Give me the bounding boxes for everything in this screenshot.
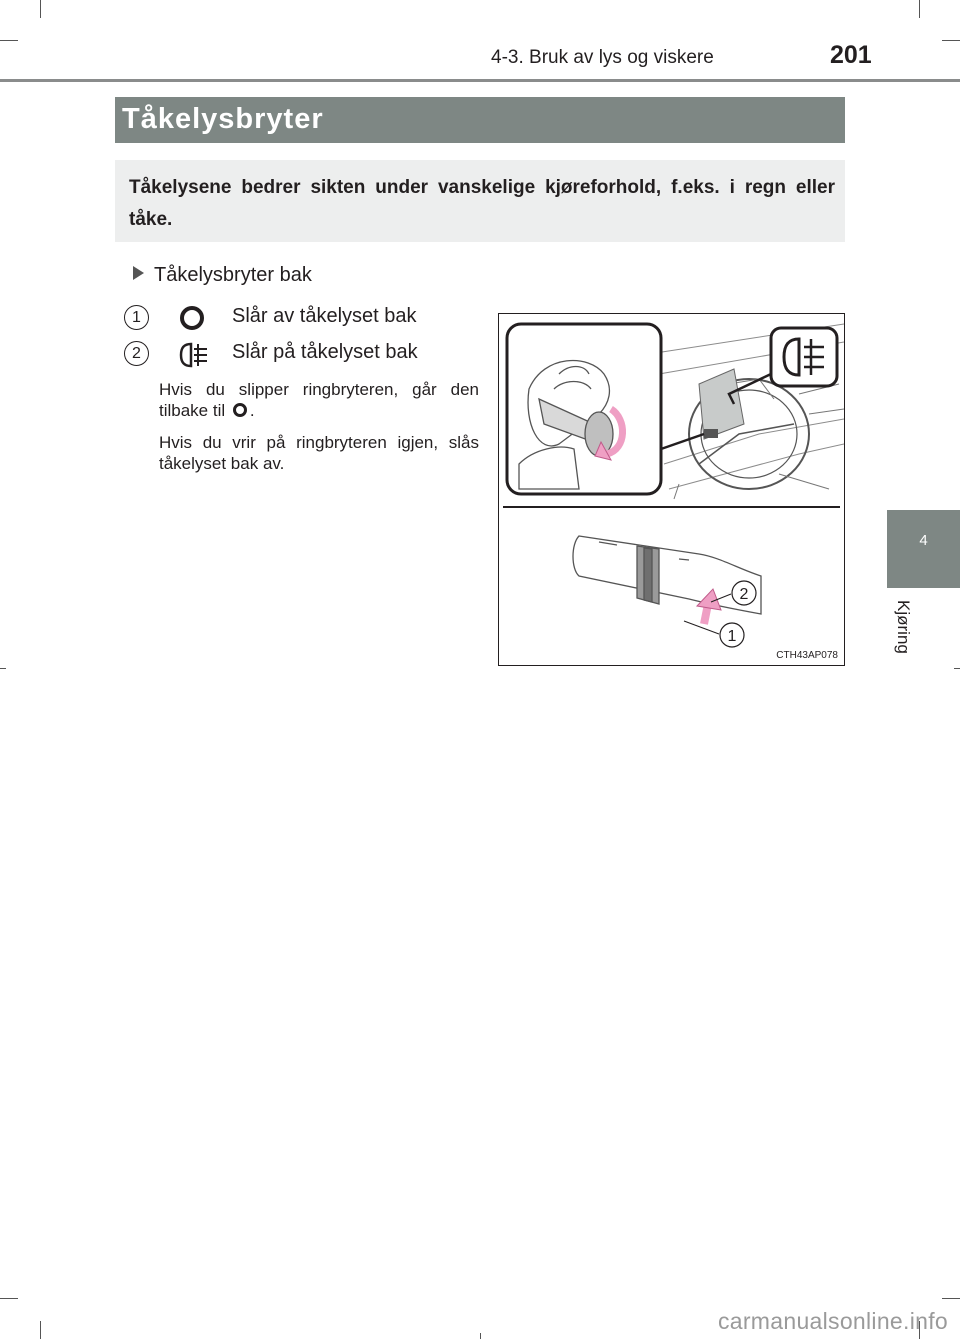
chapter-label: Kjøring bbox=[894, 600, 913, 654]
item-label: Slår av tåkelyset bak bbox=[232, 305, 417, 327]
crop-mark bbox=[0, 40, 18, 41]
crop-mark bbox=[40, 1321, 41, 1339]
fog-switch-illustration bbox=[499, 314, 844, 665]
callout-1 bbox=[684, 621, 744, 647]
item-number-badge: 1 bbox=[124, 305, 149, 330]
chapter-tab bbox=[887, 510, 960, 588]
header-divider bbox=[0, 79, 960, 82]
crop-mark bbox=[40, 0, 41, 18]
illustration bbox=[498, 313, 845, 666]
crop-mark bbox=[942, 40, 960, 41]
item-number-badge: 2 bbox=[124, 341, 149, 366]
item-label: Slår på tåkelyset bak bbox=[232, 341, 418, 363]
watermark: carmanualsonline.info bbox=[717, 1308, 948, 1334]
page-number: 201 bbox=[830, 41, 872, 69]
triangle-bullet-icon bbox=[133, 266, 144, 280]
rear-fog-light-icon bbox=[179, 341, 211, 375]
chapter-number: 4 bbox=[919, 532, 928, 549]
note-text: Hvis du vrir på ringbryteren igjen, slås tåkelyset bak av. bbox=[159, 433, 479, 473]
crop-mark bbox=[480, 1333, 481, 1339]
crop-mark bbox=[0, 668, 6, 669]
figure-code: CTH43AP078 bbox=[776, 650, 838, 661]
note-text: Hvis du slipper ringbryteren, går den tilbake til bbox=[159, 380, 479, 420]
intro-text: Tåkelysene bedrer sikten under vanskelige kjøreforhold, f.eks. i regn eller tåke. bbox=[129, 177, 835, 230]
crop-mark bbox=[954, 668, 960, 669]
crop-mark bbox=[0, 1298, 18, 1299]
section-header: 4-3. Bruk av lys og viskere bbox=[491, 47, 714, 68]
note-paragraph bbox=[159, 432, 479, 474]
subheading bbox=[133, 264, 312, 287]
intro-box bbox=[115, 160, 845, 242]
callout-label: 1 bbox=[727, 628, 737, 645]
note-text: . bbox=[249, 401, 255, 420]
note-paragraph bbox=[159, 379, 479, 421]
crop-mark bbox=[942, 1298, 960, 1299]
title-bar bbox=[115, 97, 845, 143]
page-title: Tåkelysbryter bbox=[122, 103, 324, 135]
fog-light-off-icon bbox=[179, 305, 207, 337]
fog-light-off-icon bbox=[230, 401, 250, 420]
chapter-label-container bbox=[893, 600, 917, 670]
crop-mark bbox=[919, 0, 920, 18]
subheading-text: Tåkelysbryter bak bbox=[154, 264, 312, 286]
callout-label: 2 bbox=[739, 586, 749, 603]
